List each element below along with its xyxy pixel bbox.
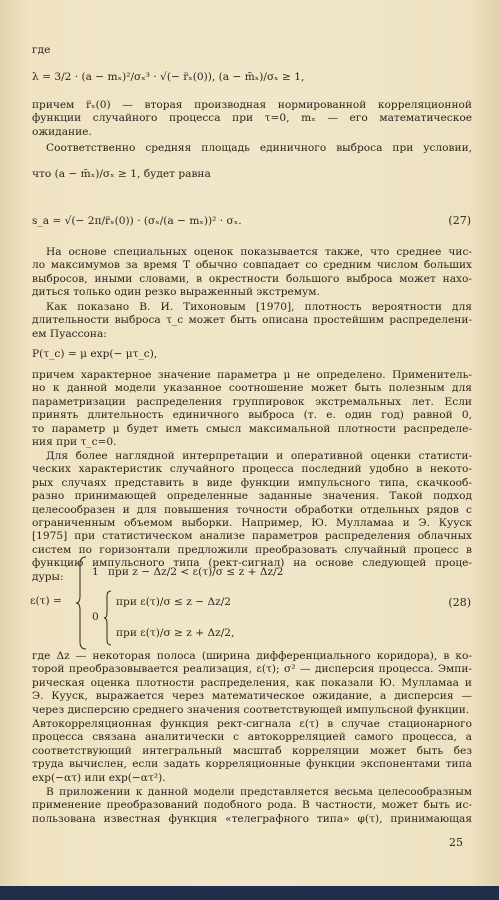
text-line: диться только один резко выраженный экстремум. bbox=[32, 286, 320, 299]
rect-lhs: ε(τ) = bbox=[30, 595, 62, 607]
bottom-edge bbox=[0, 886, 499, 900]
text-line: рых случаях представить в виде функции импульсного типа, скачкооб- bbox=[32, 476, 472, 489]
condition-line: что (a − m̄ₓ)/σₓ ≥ 1, будет равна bbox=[32, 168, 211, 180]
text-line: Как показано В. И. Тихоновым [1970], плотность вероятности для bbox=[46, 301, 472, 313]
text-line: В приложении к данной модели представляется весьма целесообразным bbox=[46, 786, 472, 798]
formula-lambda: λ = 3/2 · (a − mₓ)²/σₓ³ · √(− r̈ₓ(0)), (a − m̄ₓ)/σₓ ≥ 1, bbox=[32, 71, 305, 83]
equation-number-27: (27) bbox=[448, 214, 471, 227]
text-line: причем r̈ₓ(0) — вторая производная нормированной корреляционной bbox=[32, 99, 472, 111]
text-line: выбросов, иными словами, в окрестности большого выброса может нахо- bbox=[32, 272, 472, 285]
text-line: длительности выброса τ_c может быть описана простейшим распределени- bbox=[32, 314, 472, 327]
text-line: Э. Кууск, выражается через математическое ожидание, а дисперсия — bbox=[32, 690, 472, 703]
text-line: ло максимумов за время T обычно совпадает со средним числом больших bbox=[32, 259, 472, 272]
paragraph-7 bbox=[32, 650, 472, 717]
text-line: где Δz — некоторая полоса (ширина дифференциального коридора), в ко- bbox=[32, 650, 472, 662]
text-line: ческих характеристик случайного процесса последний удобно в некото- bbox=[32, 463, 472, 476]
text-line: Для более наглядной интерпретации и оперативной оценки статисти- bbox=[46, 450, 472, 462]
text-line: ограниченным объемом выборки. Например, Ю. Мулламаа и Э. Кууск bbox=[32, 516, 472, 529]
case1-value: 1 bbox=[92, 566, 99, 578]
paragraph-1 bbox=[32, 99, 472, 139]
case3-condition: при ε(τ)/σ ≥ z + Δz/2, bbox=[116, 627, 235, 639]
text-line: Соответственно средняя площадь единичного выброса при условии, bbox=[46, 142, 472, 154]
text-line: рическая оценка плотности распределения, как показали Ю. Мулламаа и bbox=[32, 676, 472, 689]
paragraph-9 bbox=[32, 786, 472, 826]
text-line: но к данной модели указанное соотношение может быть полезным для bbox=[32, 382, 472, 395]
case1-condition: при z − Δz/2 < ε(τ)/σ ≤ z + Δz/2 bbox=[108, 566, 284, 578]
text-line: разно принимающей определенные заданные значения. Такой подход bbox=[32, 490, 472, 503]
page-number: 25 bbox=[449, 836, 463, 849]
text-line: ем Пуассона: bbox=[32, 327, 107, 340]
text-line: причем характерное значение параметра μ не определено. Применитель- bbox=[32, 369, 472, 381]
text-line: принять длительность единичного выброса (т. е. один год) равной 0, bbox=[32, 409, 472, 422]
text-line: Автокорреляционная функция рект-сигнала ε(τ) в случае стационарного bbox=[32, 718, 472, 730]
text-line: через дисперсию среднего значения соответствующей импульсной функции. bbox=[32, 703, 470, 716]
text-line: [1975] при статистическом анализе параметров распределения облачных bbox=[32, 530, 472, 543]
inner-brace-icon bbox=[103, 590, 113, 646]
text-line: применение преобразований подобного рода. В частности, может быть ис- bbox=[32, 799, 472, 812]
paragraph-6 bbox=[32, 450, 472, 584]
formula-sa: s_a = √(− 2π/r̈ₓ(0)) · (σₓ/(a − mₓ))² · σₓ. bbox=[32, 215, 242, 227]
text-line: пользована известная функция «телеграфного типа» φ(τ), принимающая bbox=[32, 812, 472, 825]
heading-word: где bbox=[32, 44, 51, 56]
text-line: параметризации распределения группировок экстремальных лет. Если bbox=[32, 395, 472, 408]
paragraph-3 bbox=[32, 246, 472, 300]
text-line: ния при τ_c=0. bbox=[32, 435, 117, 448]
text-line: целесообразен и для повышения точности обработки отдельных рядов с bbox=[32, 503, 472, 516]
text-line: торой преобразовывается реализация, ε(τ); σ² — дисперсия процесса. Эмпи- bbox=[32, 663, 472, 676]
text-line: труда вычислен, если задать корреляционные функции экспонентами типа bbox=[32, 758, 472, 771]
formula-poisson: P(τ_c) = μ exp(− μτ_c), bbox=[32, 348, 158, 360]
case0-value: 0 bbox=[92, 611, 99, 623]
text-line: функции случайного процесса при τ=0, mₓ — его математическое bbox=[32, 112, 472, 125]
case2-condition: при ε(τ)/σ ≤ z − Δz/2 bbox=[116, 596, 232, 608]
text-line: дуры: bbox=[32, 570, 64, 583]
text-line: систем по горизонтали предложили преобразовать случайный процесс в bbox=[32, 543, 472, 556]
paragraph-2 bbox=[32, 142, 472, 155]
text-line: соответствующий интегральный масштаб корреляции может быть без bbox=[32, 744, 472, 757]
paragraph-8 bbox=[32, 718, 472, 785]
paragraph-5 bbox=[32, 369, 472, 449]
equation-number-28: (28) bbox=[448, 596, 471, 609]
text-line: функцию импульсного типа (рект-сигнал) на основе следующей проце- bbox=[32, 557, 472, 570]
outer-brace-icon bbox=[76, 556, 88, 650]
text-line: На основе специальных оценок показывается также, что среднее чис- bbox=[46, 246, 472, 258]
text-line: ожидание. bbox=[32, 125, 92, 138]
paragraph-4 bbox=[32, 301, 472, 341]
text-line: то параметр μ будет иметь смысл максимальной плотности распределе- bbox=[32, 422, 472, 435]
text-line: процесса связана аналитически с автокорреляцией самого процесса, а bbox=[32, 731, 472, 744]
text-line: exp(−ατ) или exp(−ατ²). bbox=[32, 771, 166, 784]
